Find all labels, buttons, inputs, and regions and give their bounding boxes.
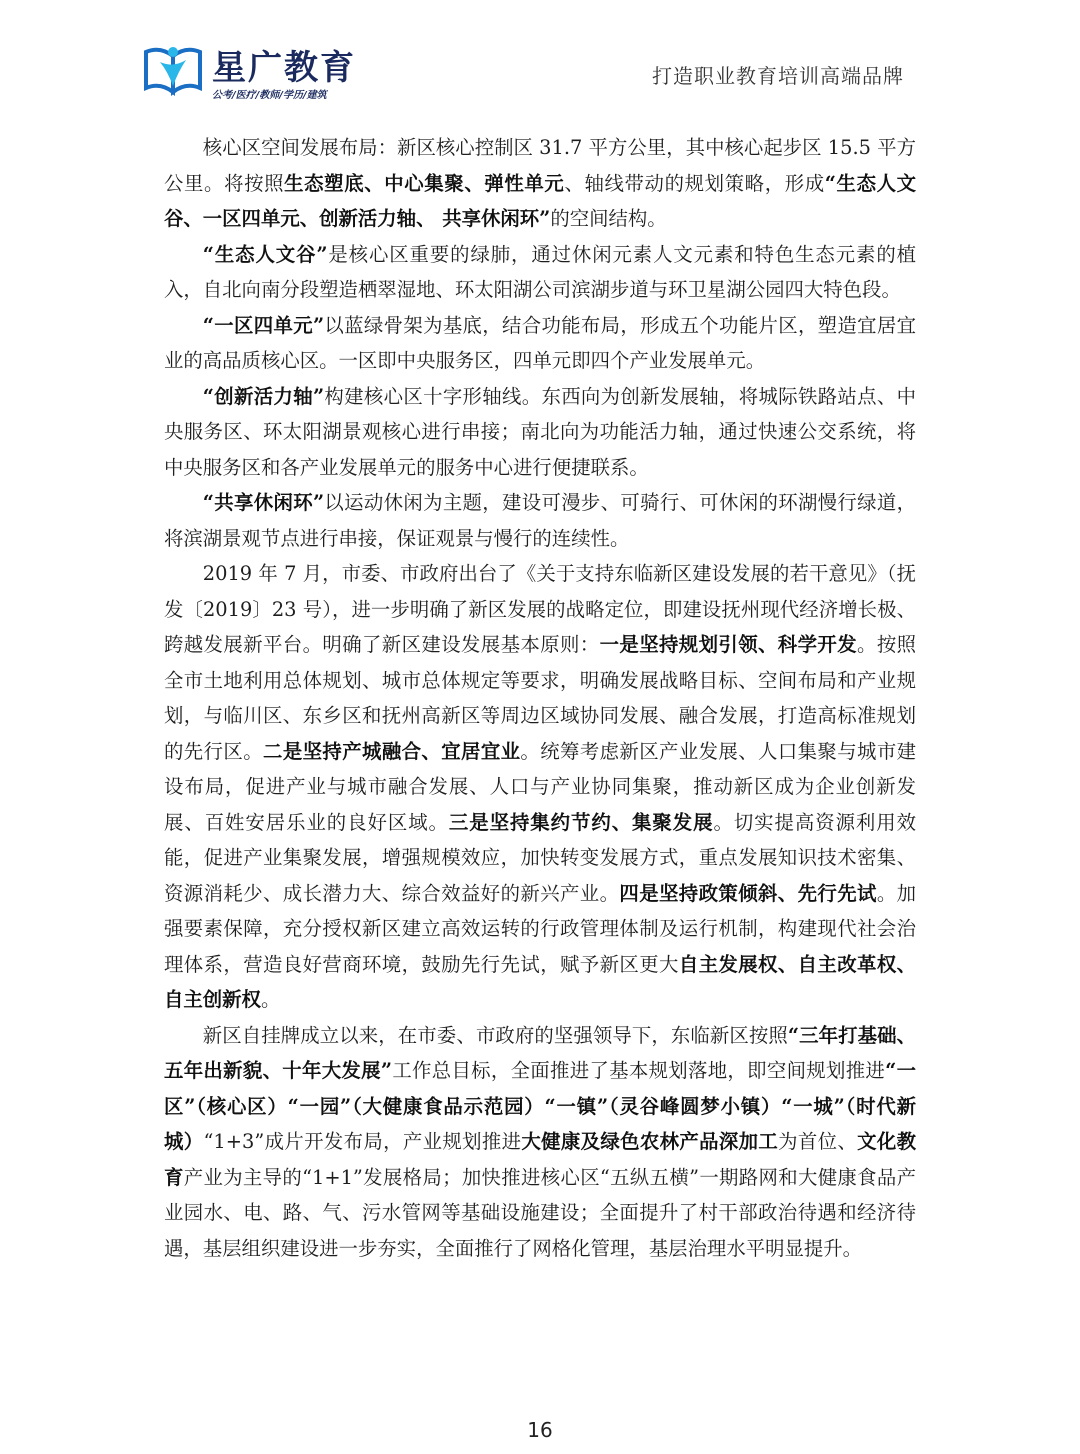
bold-text-run: 三是坚持集约节约、集聚发展 bbox=[448, 810, 714, 834]
text-run: 。统筹考虑新区产业发展、人口集聚与城市建设布局，促进产业与城市融合发展、人口与产业协同集聚，推动新区成为企业创新发展、百姓安居乐业的良好区域。 bbox=[164, 739, 917, 834]
document-body bbox=[164, 130, 916, 1266]
book-star-logo-icon bbox=[142, 42, 204, 98]
text-run: 产业为主导的“1+1”发展格局；加快推进核心区“五纵五横”一期路网和大健康食品产业园水、电、路、气、污水管网等基础设施建设；全面提升了村干部政治待遇和经济待遇，基层组织建设进一步夯实，全面推行了网格化管理，基层治理水平明显提升。 bbox=[164, 1165, 917, 1260]
bold-text-run: “一区四单元” bbox=[202, 313, 325, 337]
text-run: 是核心区重要的绿肺，通过休闲元素人文元素和特色生态元素的植入，自北向南分段塑造栖翠湿地、环太阳湖公司滨湖步道与环卫星湖公园四大特色段。 bbox=[164, 242, 917, 301]
bold-text-run: “一区”（核心区）“一园”（大健康食品示范园）“一镇”（灵谷峰圆梦小镇）“一城”（时代新城） bbox=[164, 1059, 917, 1153]
header-slogan: 打造职业教育培训高端品牌 bbox=[652, 64, 904, 88]
text-run: 以蓝绿骨架为基底，结合功能布局，形成五个功能片区，塑造宜居宜业的高品质核心区。一区即中央服务区，四单元即四个产业发展单元。 bbox=[164, 313, 916, 372]
bold-text-run: 四是坚持政策倾斜、先行先试 bbox=[619, 881, 877, 905]
text-run: 。加强要素保障，充分授权新区建立高效运转的行政管理体制及运行机制，构建现代社会治理体系，营造良好营商环境，鼓励先行先试，赋予新区更大 bbox=[164, 881, 917, 976]
text-run: 。按照全市土地利用总体规划、城市总体规定等要求，明确发展战略目标、空间布局和产业规划，与临川区、东乡区和抚州高新区等周边区域协同发展、融合发展，打造高标准规划的先行区。 bbox=[164, 633, 917, 763]
text-run: 新区自挂牌成立以来，在市委、市政府的坚强领导下，东临新区按照 bbox=[202, 1023, 788, 1047]
bold-text-run: 大健康及绿色农林产品深加工 bbox=[521, 1130, 779, 1153]
brand-name: 星广教育 bbox=[212, 48, 356, 88]
body-paragraph bbox=[164, 556, 916, 1018]
bold-text-run: 一是坚持规划引领、科学开发 bbox=[599, 633, 858, 656]
bold-text-run: 二是坚持产城融合、宜居宜业 bbox=[263, 739, 521, 763]
page-number: 16 bbox=[527, 1418, 553, 1442]
text-run: 、轴线带动的规划策略，形成 bbox=[564, 171, 825, 195]
text-run: 为首位、 bbox=[778, 1130, 858, 1153]
bold-text-run: “共享休闲环” bbox=[202, 491, 325, 514]
bold-text-run: “创新活力轴” bbox=[202, 384, 325, 408]
bold-text-run: “生态人文谷” bbox=[202, 242, 328, 266]
body-paragraph bbox=[164, 308, 916, 379]
text-run: 工作总目标，全面推进了基本规划落地，即空间规划推进 bbox=[392, 1059, 886, 1082]
body-paragraph bbox=[164, 130, 916, 237]
text-run: 。切实提高资源利用效能，促进产业集聚发展，增强规模效应，加快转变发展方式，重点发展知识技术密集、资源消耗少、成长潜力大、综合效益好的新兴产业。 bbox=[164, 810, 917, 905]
text-run: 的空间结构。 bbox=[550, 207, 667, 230]
body-paragraph bbox=[164, 237, 916, 308]
brand-subtitle: 公考/医疗/教师/学历/建筑 bbox=[212, 90, 327, 101]
text-run: 构建核心区十字形轴线。东西向为创新发展轴，将城际铁路站点、中央服务区、环太阳湖景观核心进行串接；南北向为功能活力轴，通过快速公交系统，将中央服务区和各产业发展单元的服务中心进行便捷联系。 bbox=[164, 384, 916, 479]
bold-text-run: “生态人文谷、一区四单元、创新活力轴、 共享休闲环” bbox=[164, 171, 917, 230]
text-run: 核心区空间发展布局：新区核心控制区 31.7 平方公里，其中核心起步区 15.5 平方公里。将按照 bbox=[164, 136, 916, 195]
bold-text-run: 文化教育 bbox=[164, 1130, 916, 1189]
page-header bbox=[0, 0, 1080, 120]
bold-text-run: “三年打基础、五年出新貌、十年大发展” bbox=[164, 1023, 917, 1082]
text-run: “1+3”成片开发布局，产业规划推进 bbox=[203, 1130, 522, 1153]
bold-text-run: 生态塑底、中心集聚、弹性单元 bbox=[284, 171, 565, 195]
text-run: 以运动休闲为主题，建设可漫步、可骑行、可休闲的环湖慢行绿道，将滨湖景观节点进行串接，保证观景与慢行的连续性。 bbox=[164, 491, 916, 550]
body-paragraph bbox=[164, 379, 916, 486]
text-run: 。 bbox=[260, 988, 281, 1011]
body-paragraph bbox=[164, 485, 916, 556]
text-run: 2019 年 7 月，市委、市政府出台了《关于支持东临新区建设发展的若干意见》（抚发〔2019〕23 号），进一步明确了新区发展的战略定位，即建设抚州现代经济增长极、跨越发展新平台。明确了新区建设发展基本原则： bbox=[164, 562, 916, 656]
bold-text-run: 自主发展权、自主改革权、自主创新权 bbox=[164, 952, 917, 1011]
body-paragraph bbox=[164, 1018, 916, 1267]
